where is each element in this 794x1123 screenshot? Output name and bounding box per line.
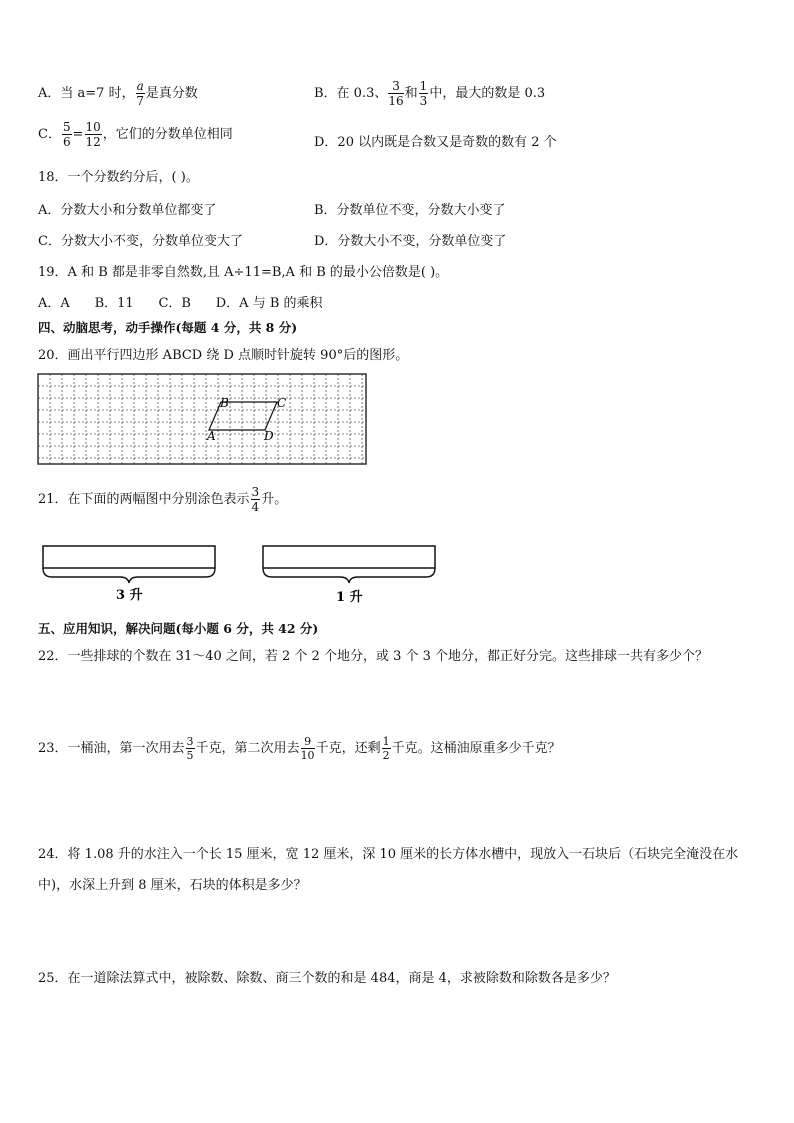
q17-c-fraction-1: $\frac{5}{6}$ [62, 120, 71, 149]
bar-1-liter-label: 1 升 [336, 590, 363, 605]
q23-text: 23．一桶油，第一次用去 $\frac{3}{5}$ 千克，第二次用去 $\frac{9}{10}$ 千克，还剩 $\frac{1}{2}$ 千克。这桶油原重多少千克？ [38, 735, 561, 762]
q17-option-c: C． $\frac{5}{6}$ = $\frac{10}{12}$ ，它们的分数单位相同 [38, 120, 233, 149]
q23-fraction-2: $\frac{9}{10}$ [300, 735, 315, 762]
q18-option-b: B．分数单位不变，分数大小变了 [314, 203, 506, 218]
bar-3-liters-brace [43, 568, 215, 583]
q18-option-c: C．分数大小不变，分数单位变大了 [38, 234, 243, 249]
vertex-label-c: C [277, 396, 287, 410]
q18-option-d: D．分数大小不变，分数单位变了 [314, 234, 507, 249]
q19-stem: 19．A 和 B 都是非零自然数,且 A÷11=B,A 和 B 的最小公倍数是( )。 [38, 265, 449, 280]
bar-1-liter-brace [263, 568, 435, 583]
bar-3-liters-rect [43, 546, 215, 568]
grid-border [38, 374, 366, 464]
q19-options: A．A B．11 C．B D．A 与 B 的乘积 [38, 296, 323, 311]
vertex-label-a: A [207, 429, 216, 443]
q21-stem: 21．在下面的两幅图中分别涂色表示 $\frac{3}{4}$ 升。 [38, 485, 288, 514]
section-4-title: 四、动脑思考，动手操作(每题 4 分，共 8 分) [38, 320, 298, 335]
q23-fraction-1: $\frac{3}{5}$ [186, 735, 194, 762]
bar-3-liters [40, 543, 220, 609]
q17-a-fraction: $\frac{a}{7}$ [136, 79, 144, 108]
q17-a-suffix: 是真分数 [145, 86, 198, 101]
q24-line-2: 中)，水深上升到 8 厘米，石块的体积是多少？ [38, 878, 307, 893]
bar-1-liter-rect [263, 546, 435, 568]
q17-option-b: B．在 0.3、 $\frac{3}{16}$ 和 $\frac{1}{3}$ 中，最大的数是 0.3 [314, 79, 546, 108]
section-5-title: 五、应用知识，解决问题(每小题 6 分，共 42 分) [38, 621, 319, 636]
vertex-label-b: B [220, 396, 229, 410]
q23-fraction-3: $\frac{1}{2}$ [382, 735, 390, 762]
q17-c-fraction-2: $\frac{10}{12}$ [85, 120, 101, 149]
q20-grid-figure [37, 373, 367, 469]
q21-fraction: $\frac{3}{4}$ [251, 485, 260, 514]
q17-option-d: D．20 以内既是合数又是奇数的数有 2 个 [314, 135, 557, 150]
q24-line-1: 24．将 1.08 升的水注入一个长 15 厘米，宽 12 厘米，深 10 厘米的长方体水槽中，现放入一石块后（石块完全淹没在水 [38, 847, 739, 862]
q17-option-a [38, 80, 198, 107]
q17-b-fraction-1: $\frac{3}{16}$ [388, 79, 404, 108]
vertex-label-d: D [264, 429, 274, 443]
q17-b-fraction-2: $\frac{1}{3}$ [419, 79, 428, 108]
q20-stem: 20．画出平行四边形 ABCD 绕 D 点顺时针旋转 90°后的图形。 [38, 348, 409, 363]
q18-stem: 18．一个分数约分后，( )。 [38, 170, 199, 185]
grid-lines [38, 374, 366, 464]
grid-svg [37, 373, 367, 465]
q18-option-a: A．分数大小和分数单位都变了 [38, 203, 217, 218]
bar-3-liters-label: 3 升 [116, 588, 143, 603]
q25-text: 25．在一道除法算式中，被除数、除数、商三个数的和是 484，商是 4，求被除数和除数各是多少？ [38, 971, 616, 986]
bar-1-liter [260, 543, 440, 609]
q17-a-prefix: A．当 a=7 时， [38, 86, 135, 101]
q22-text: 22．一些排球的个数在 31～40 之间，若 2 个 2 个地分，或 3 个 3 个地分，都正好分完。这些排球一共有多少个？ [38, 649, 709, 664]
